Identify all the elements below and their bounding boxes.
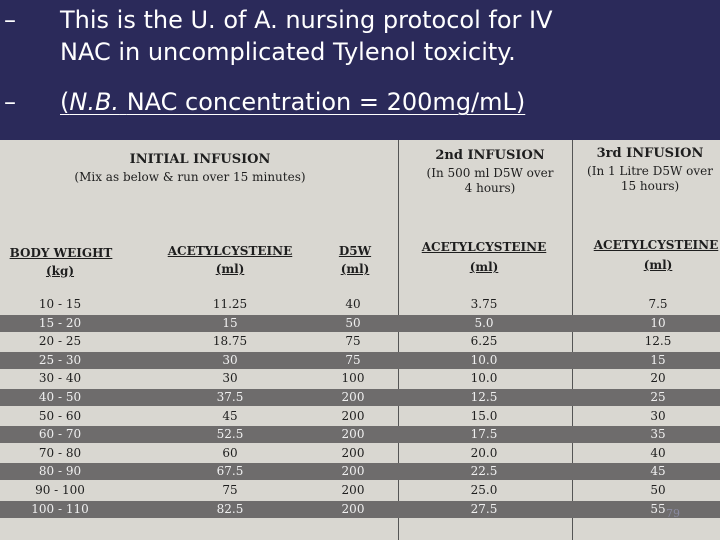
acetyl-initial-cell: 30 — [222, 371, 238, 386]
bullet-1-line-2: NAC in uncomplicated Tylenol toxicity. — [60, 38, 516, 66]
acetylcysteine-header-3: ACETYLCYSTEINE — [593, 238, 719, 252]
weight-cell: 40 - 50 — [38, 390, 82, 404]
d5w-cell: 40 — [345, 297, 361, 311]
acetyl-third-cell: 20 — [650, 371, 666, 386]
acetyl-second-cell: 10.0 — [470, 371, 498, 386]
acetyl-third-cell: 15 — [650, 352, 666, 367]
table-row — [0, 463, 720, 480]
acetyl-second-cell: 3.75 — [470, 297, 498, 311]
d5w-cell: 200 — [341, 390, 365, 404]
open-paren: ( — [60, 88, 70, 116]
scanned-dosing-table — [0, 140, 720, 540]
d5w-cell: 200 — [341, 501, 365, 516]
acetyl-initial-cell: 75 — [222, 483, 238, 497]
weight-cell: 70 - 80 — [38, 445, 82, 460]
acetyl-third-cell: 25 — [650, 390, 666, 404]
acetyl-third-cell: 30 — [650, 408, 666, 423]
bullet-2-text — [60, 86, 525, 118]
table-row — [0, 315, 720, 332]
acetylcysteine-unit-2: (ml) — [469, 260, 499, 274]
second-infusion-sub-1: (In 500 ml D5W over — [426, 166, 554, 180]
second-infusion-title: 2nd INFUSION — [435, 148, 545, 163]
weight-cell: 80 - 90 — [38, 464, 82, 479]
d5w-cell: 75 — [345, 352, 361, 367]
acetyl-second-cell: 17.5 — [470, 427, 498, 442]
acetylcysteine-header-1: ACETYLCYSTEINE — [167, 244, 293, 258]
body-weight-header: BODY WEIGHT — [9, 246, 113, 260]
nb-label: N.B. — [69, 88, 120, 116]
acetyl-third-cell: 45 — [650, 464, 666, 479]
d5w-cell: 200 — [341, 408, 365, 423]
initial-infusion-sub: (Mix as below & run over 15 minutes) — [74, 170, 306, 184]
table-row — [0, 445, 720, 462]
acetylcysteine-unit-3: (ml) — [643, 258, 673, 272]
third-infusion-sub-2: 15 hours) — [620, 179, 680, 193]
table-row — [0, 501, 720, 518]
acetylcysteine-unit-1: (ml) — [215, 262, 245, 276]
acetyl-initial-cell: 15 — [222, 315, 238, 330]
d5w-unit: (ml) — [340, 262, 370, 276]
acetyl-second-cell: 10.0 — [470, 352, 498, 367]
acetyl-initial-cell: 37.5 — [216, 390, 244, 404]
d5w-cell: 200 — [341, 483, 365, 497]
acetyl-second-cell: 27.5 — [470, 501, 498, 516]
weight-cell: 90 - 100 — [35, 483, 85, 497]
weight-cell: 60 - 70 — [38, 427, 82, 442]
weight-cell: 10 - 15 — [38, 297, 82, 311]
acetyl-initial-cell: 30 — [222, 352, 238, 367]
acetyl-third-cell: 35 — [650, 427, 666, 442]
acetyl-second-cell: 22.5 — [470, 464, 498, 479]
table-row — [0, 296, 720, 313]
weight-cell: 20 - 25 — [38, 334, 82, 349]
acetyl-third-cell: 50 — [650, 483, 666, 497]
table-row — [0, 482, 720, 499]
weight-cell: 25 - 30 — [38, 352, 82, 367]
acetyl-initial-cell: 52.5 — [216, 427, 244, 442]
weight-cell: 50 - 60 — [38, 408, 82, 423]
slide-bullets — [0, 0, 720, 140]
d5w-cell: 200 — [341, 464, 365, 479]
acetyl-second-cell: 5.0 — [474, 315, 494, 330]
d5w-cell: 75 — [345, 334, 361, 349]
acetyl-initial-cell: 18.75 — [212, 334, 248, 349]
acetyl-second-cell: 6.25 — [470, 334, 498, 349]
third-infusion-title: 3rd INFUSION — [596, 146, 704, 161]
acetyl-initial-cell: 60 — [222, 445, 238, 460]
acetyl-initial-cell: 11.25 — [212, 297, 248, 311]
table-row — [0, 333, 720, 350]
table-row — [0, 352, 720, 369]
table-row — [0, 370, 720, 387]
acetyl-initial-cell: 82.5 — [216, 501, 244, 516]
weight-unit: (kg) — [45, 264, 75, 278]
d5w-cell: 50 — [345, 315, 361, 330]
bullet-dash: – — [4, 6, 16, 34]
table-row — [0, 408, 720, 425]
acetyl-initial-cell: 67.5 — [216, 464, 244, 479]
d5w-cell: 100 — [341, 371, 365, 386]
weight-cell: 100 - 110 — [31, 501, 89, 516]
weight-cell: 30 - 40 — [38, 371, 82, 386]
acetyl-third-cell: 7.5 — [648, 297, 668, 311]
acetylcysteine-header-2: ACETYLCYSTEINE — [421, 240, 547, 254]
acetyl-third-cell: 55 — [650, 501, 666, 516]
table-row — [0, 426, 720, 443]
acetyl-second-cell: 15.0 — [470, 408, 498, 423]
acetyl-second-cell: 25.0 — [470, 483, 498, 497]
table-row — [0, 389, 720, 406]
acetyl-third-cell: 10 — [650, 315, 666, 330]
bullet-dash: – — [4, 88, 16, 116]
acetyl-third-cell: 12.5 — [644, 334, 672, 349]
d5w-header: D5W — [338, 244, 372, 258]
bullet-1-line-1: This is the U. of A. nursing protocol for IV — [60, 6, 553, 34]
d5w-cell: 200 — [341, 445, 365, 460]
weight-cell: 15 - 20 — [38, 315, 82, 330]
third-infusion-sub-1: (In 1 Litre D5W over — [587, 164, 713, 178]
acetyl-initial-cell: 45 — [222, 408, 238, 423]
nac-concentration: NAC concentration = 200mg/mL) — [126, 88, 526, 116]
acetyl-third-cell: 40 — [650, 445, 666, 460]
second-infusion-sub-2: 4 hours) — [464, 181, 516, 195]
d5w-cell: 200 — [341, 427, 365, 442]
acetyl-second-cell: 12.5 — [470, 390, 498, 404]
initial-infusion-title: INITIAL INFUSION — [129, 152, 271, 167]
acetyl-second-cell: 20.0 — [470, 445, 498, 460]
page-number: 79 — [666, 507, 680, 520]
